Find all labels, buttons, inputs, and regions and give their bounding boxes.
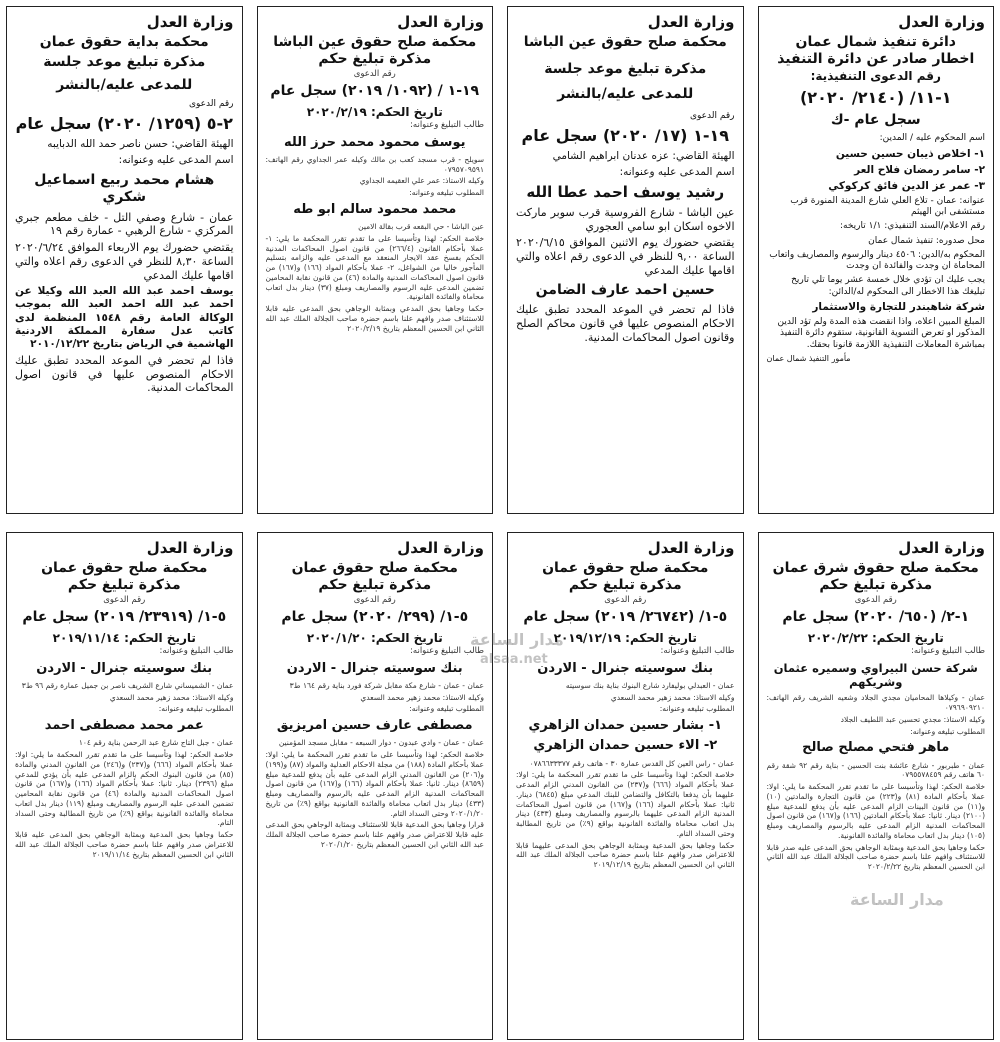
memo-title: مذكرة تبليغ حكم [318, 577, 432, 594]
notice-amman-judgment-299 [257, 532, 494, 1040]
memo-title: مذكرة تبليغ حكم [67, 577, 181, 594]
requester-name: يوسف محمود محمد حرز الله [284, 134, 466, 150]
notice-amman-judgment-23919 [6, 532, 243, 1040]
ministry-title: وزارة العدل [647, 539, 735, 557]
judge: الهيئة القاضي: عزه عدنان ابراهيم الشامي [552, 149, 735, 162]
attorney: وكيله الاستاذ: مجدي تحسين عبد اللطيف الجلاد [840, 714, 985, 724]
attorney: وكيله الاستاذ: محمد زهير محمد السعدي [109, 692, 234, 702]
judge: الهيئة القاضي: حسن ناصر حمد الله الدبايبه [47, 138, 234, 151]
debtor-3: ٣- عمر عز الدين فائق كركوكي [828, 179, 985, 192]
judgment-closing: حكما وجاهيا بحق المدعية وبمثابة الوجاهي بحق المدعى عليه قابلا للاعتراض صدر وافهم علنا باسم حضرة صاحب الجلالة الملك عبد الله الثاني ابن الحسين المعظم بتاريخ ٢٠١٩/١١/١٤ [15, 830, 234, 859]
requester-address: عمان - الشميساني شارع الشريف ناصر بن جميل عمارة رقم ٩٦ ط٣ [21, 680, 234, 690]
case-number: ١٩-١ (١٧/ ٢٠٢٠) سجل عام [521, 125, 729, 145]
case-number: ١-٢/ (٦٥٠/ ٢٠٢٠) سجل عام [782, 609, 970, 626]
notice-amman-first-instance-hearing [6, 6, 243, 514]
judgment-summary: خلاصة الحكم: لهذا وتأسيسا على ما تقدم تقرر المحكمة ما يلي: اولا: عملا بأحكام المادة (٨١) و(٢٢٣) من قانون التجارة والمادتين (١٠) و(١١) من قانون البينات الزام المدعى عليه بأن يدفع للمدعية مبلغ (٢١٠٠) دينار. ثانيا: عملا بأحكام المادتين (١٦٦) و(١٦٧) من قانون اصول المحاكمات المدنية الزام المدعى عليه بالرسوم والمصاريف ومبلغ (١٠٥) دينار بدل اتعاب محاماة والفائدة القانونية. [766, 782, 986, 840]
case-label: رقم الدعوى [604, 594, 647, 605]
court-name: محكمة صلح حقوق شرق عمان [772, 559, 979, 576]
case-label: رقم الدعوى [353, 68, 396, 79]
case-label: رقم الدعوى [353, 594, 396, 605]
court-name: محكمة صلح حقوق عمان [542, 559, 709, 576]
defendant-address: عين الباشا - شارع الفروسية قرب سوبر ماركت الاخوه اسكان ابو سامي العجوري [516, 205, 735, 233]
defendant-name: هشام محمد ربيع اسماعيل شكري [34, 171, 215, 206]
court-name: دائرة تنفيذ شمال عمان [795, 33, 956, 50]
warning-text: فاذا لم تحضر في الموعد المحدد تطبق عليك الاحكام المنصوص عليها في قانون اصول المحاكمات المدنية. [15, 353, 234, 395]
court-name: محكمة صلح حقوق عمان [291, 559, 458, 576]
respondent-name: عمر محمد مصطفى احمد [44, 718, 204, 733]
requester-address: عمان - العبدلي بوليفارد شارع البنوك بناية بنك سوسيته [565, 680, 735, 690]
defendant-label: اسم المدعى عليه وعنوانه: [619, 166, 735, 178]
plaintiff-details: يوسف احمد عبد الله العبد الله وكيلا عن احمد عبد الله احمد العبد الله بموجب الوكالة العامة رقم ١٥٤٨ المنظمة لدى كاتب عدل سفارة المملكة الاردنية الهاشمية في الرياض بتاريخ ٢٠١٠/١٢/٢٢ [15, 285, 234, 350]
requester-name: بنك سوسيته جنرال - الاردن [36, 660, 213, 676]
judgment-summary: خلاصة الحكم: لهذا وتأسيسا على ما تقدم تقرر المحكمة ما يلي: اولا: عملا بأحكام المواد (٦٦٦) و(٢٣٧) من القانون المدني الزام المدعى عليهما بأن يدفعا بالتكافل والتضامن للبنك المدعي مبلغ (٦٨٤٥) دينار. ثانيا: عملا بأحكام المواد (١٦٦) و(١٦٧) من قانون اصول المحاكمات المدنية الزام المدعى عليهما بالرسوم والمصاريف ومبلغ (٤٣٣) دينار بدل اتعاب محاماة والفائدة القانونية بواقع (٩٪) من تاريخ المطالبة وحتى السداد التام. [516, 770, 735, 838]
debtor-2: ٢- سامر رمضان فلاح العر [854, 163, 985, 176]
requester-name: شركة حسن البيراوي وسميره عثمان وشريكهم [773, 660, 978, 689]
defendant-label: اسم المدعى عليه وعنوانه: [118, 154, 234, 167]
plaintiff-name: حسين احمد عارف الضامن [535, 281, 715, 298]
judgment-summary: خلاصة الحكم: لهذا وتأسيسا على ما تقدم تقرر المحكمة ما يلي: ١- عملا بأحكام القانون (٢٦٦/٤) من قانون اصول المحاكمات المدنية الحكم بفسخ عقد الايجار المنعقد مع المدعى عليه والزامه بتسليم المأجور خاليا من الشواغل، ٢- عملا بأحكام المواد (١٦٦) و(١٦٧) من قانون اصول المحاكمات المدنية والمادة (٤٦) من قانون نقابة المحامين تضمين المدعى عليه الرسوم والمصاريف ومبلغ (٣٧) دينار بدل اتعاب محاماة والفائدة القانونية. [265, 233, 484, 302]
payment-deadline: يجب عليك ان تؤدي خلال خمسة عشر يوما تلي تاريخ تبليغك هذا الاخطار الى المحكوم له/الدائن: [791, 275, 985, 297]
memo-title: مذكرة تبليغ موعد جلسة للمدعى عليه/بالنشر [43, 54, 206, 93]
requester-label: طالب التبليغ وعنوانه: [911, 645, 985, 656]
judgment-date: تاريخ الحكم: ٢٠١٩/١١/١٤ [52, 630, 196, 645]
court-name: محكمة صلح حقوق عمان [41, 559, 208, 576]
case-label: رقم الدعوى [854, 594, 897, 605]
debt-amount: المحكوم به/الدين: ٤٥٠٦ دينار والرسوم والمصاريف واتعاب المحاماة ان وجدت والفائدة ان وجدت [769, 249, 985, 272]
notice-ain-basha-judgment [257, 6, 494, 514]
case-record: سجل عام -ك [830, 111, 921, 128]
ministry-title: وزارة العدل [898, 13, 985, 31]
respondent-label: المطلوب تبليغه وعنوانه: [158, 704, 234, 714]
respondent-label: المطلوب تبليغه وعنوانه: [409, 704, 484, 714]
creditor-name: شركة شاهبندر للتجارة والاستثمار [812, 300, 985, 313]
notice-ain-basha-hearing [507, 6, 744, 514]
respondent-address: عمان - جبل التاج شارع عبد الرحمن بناية رقم ١٠٤ [78, 738, 234, 748]
memo-title: مذكرة تبليغ موعد جلسة للمدعى عليه/بالنشر [544, 61, 707, 103]
signature: مأمور التنفيذ شمال عمان [766, 353, 851, 363]
judgment-closing: حكما وجاهيا بحق المدعية وبمثابة الوجاهي بحق المدعى عليه صدر قابلا للاستئناف وافهم علنا باسم حضرة صاحب الجلالة الملك عبد الله الثاني ابن الحسين المعظم بتاريخ ٢٠٢٠/٢/٢٢ [766, 842, 985, 871]
requester-label: طالب التبليغ وعنوانه: [660, 645, 735, 656]
court-name: محكمة بداية حقوق عمان [39, 33, 209, 50]
case-number: ١-١١/ (٢١٤٠/ ٢٠٢٠) [799, 87, 952, 107]
defendant-address: عمان - شارع وصفي التل - خلف مطعم جبري المركزي - شارع الرهبي - عمارة رقم ١٩ [15, 210, 234, 238]
judgment-summary: خلاصة الحكم: لهذا وتأسيسا على ما تقدم تقرر المحكمة ما يلي: اولا: عملا بأحكام المواد (٦٦٦) و(٢٣٧) و(٢٤٦) من القانون المدني والمادة (٨٥) من قانون البنوك الحكم بالزام المدعى عليه بأن يؤدي للمدعي مبلغ (٢٣٩٦) دينار. ثانيا: عملا بأحكام المواد (١٦٦) و(١٦٧) من قانون اصول المحاكمات المدنية والمادة (٤٦) من قانون نقابة المحامين تضمين المدعى عليه الرسوم والمصاريف ومبلغ (١١٩) دينار بدل اتعاب محاماة والفائدة القانونية بواقع (٩٪) من تاريخ المطالبة وحتى السداد التام. [15, 750, 234, 828]
memo-title: مذكرة تبليغ حكم [318, 51, 432, 68]
ministry-title: وزارة العدل [397, 13, 484, 31]
deed-origin: محل صدوره: تنفيذ شمال عمان [868, 235, 985, 246]
ministry-title: وزارة العدل [146, 13, 234, 31]
judgment-closing: حكما وجاهيا بحق المدعي وبمثابة الوجاهي بحق المدعى عليه قابلا للاستئناف صدر وافهم علنا باسم حضرة صاحب الجلالة الملك عبد الله الثاني ابن الحسين المعظم بتاريخ ٢٠٢٠/٢/١٩ [265, 304, 484, 333]
respondent-label: المطلوب تبليغه وعنوانه: [659, 704, 735, 714]
debtor-1: ١- اخلاص ذيبان حسين حسين [835, 147, 985, 160]
attorney: وكيله الاستاذ: محمد زهير محمد السعدي [610, 692, 735, 702]
ministry-title: وزارة العدل [898, 539, 985, 557]
case-number: ٥-١/ (٢٣٩١٩/ ٢٠١٩) سجل عام [22, 609, 227, 626]
case-number: ٥-١/ (٢٦٧٤٢/ ٢٠١٩) سجل عام [523, 609, 728, 626]
judgment-closing: قرارا وجاهيا بحق المدعية قابلا للاستئناف وبمثابة الوجاهي بحق المدعى عليه قابلا للاعتراض صدر وافهم علنا باسم حضرة صاحب الجلالة الملك عبد الله الثاني ابن الحسين المعظم بتاريخ ٢٠٢٠/١/٢٠ [265, 820, 484, 849]
debtor-label: اسم المحكوم عليه / المدين: [879, 133, 985, 144]
respondent-address: عين الباشا - حي البقعه قرب بقالة الامين [358, 222, 484, 231]
ministry-title: وزارة العدل [647, 13, 735, 31]
requester-label: طالب التبليغ وعنوانه: [159, 645, 234, 656]
requester-address: عمان - وكيلاها المحاميان مجدي الجلاد وشعيه الشريف رقم الهاتف: ٠٧٩٦٩٠٩٢١٠ [766, 693, 985, 712]
respondent-address: عمان - عمان - وادي عبدون - دوار السبعه - مقابل مسجد المؤمنين [278, 738, 484, 748]
judgment-date: تاريخ الحكم: ٢٠٢٠/٢/٢٢ [807, 630, 944, 645]
respondent-label: المطلوب تبليغه وعنوانه: [409, 188, 484, 197]
memo-title: مذكرة تبليغ حكم [819, 577, 933, 594]
requester-name: بنك سوسيته جنرال - الاردن [286, 660, 463, 676]
requester-name: بنك سوسيته جنرال - الاردن [537, 660, 714, 676]
watermark: مدار الساعة [850, 890, 944, 909]
court-name: محكمة صلح حقوق عين الباشا [523, 33, 727, 50]
case-number: ١٩-١ / (١٠٩٢/ ٢٠١٩) سجل عام [270, 83, 480, 100]
respondent-address: عمان - طبربور - شارع عائشة بنت الحسين - بناية رقم ٩٢ شقة رقم ٦٠ هاتف رقم ٠٧٩٥٥٧٨٤٥٩ [766, 760, 985, 780]
respondent-name: محمد محمود سالم ابو طه [293, 201, 457, 217]
attorney: وكيله الاستاذ: محمد زهير محمد السعدي [360, 692, 484, 702]
respondent-address: عمان - راس العين كل القدس عمارة ٣٠ - هاتف رقم ٠٧٨٦٦٣٣٣٧٧ [529, 758, 735, 768]
watermark: مدار الساعة [470, 630, 564, 649]
warning-text: فاذا لم تحضر في الموعد المحدد تطبق عليك الاحكام المنصوص عليها في قانون محاكم الصلح وقانون اصول المحاكمات المدنية. [516, 303, 735, 344]
requester-label: طالب التبليغ وعنوانه: [410, 645, 484, 656]
deed-number: رقم الاعلام/السند التنفيذي: ١/١ تاريخه: [840, 221, 985, 232]
court-name: محكمة صلح حقوق عين الباشا [273, 33, 477, 50]
ministry-title: وزارة العدل [146, 539, 234, 557]
memo-title: مذكرة تبليغ حكم [568, 577, 682, 594]
requester-label: طالب التبليغ وعنوانه: [410, 119, 484, 130]
defendant-name: رشيد يوسف احمد عطا الله [526, 183, 725, 202]
hearing-date: يقتضي حضورك يوم الاربعاء الموافق ٢٠٢٠/٦/٢٤ الساعة ٨,٣٠ للنظر في الدعوى رقم اعلاه والتي اقامها عليك المدعي [15, 241, 234, 282]
case-label: رقم الدعوى التنفيذية: [810, 68, 941, 83]
notice-east-amman-judgment [758, 532, 995, 1040]
notice-north-amman-execution [758, 6, 995, 514]
respondent-name-2: ٢- الاء حسين حمدان الزاهري [533, 738, 718, 754]
respondent-name: ماهر فتحي مصلح صالح [802, 740, 950, 756]
hearing-date: يقتضي حضورك يوم الاثنين الموافق ٢٠٢٠/٦/١٥ الساعة ٩,٠٠ للنظر في الدعوى رقم اعلاه والتي اقامها عليك المدعي [516, 236, 735, 277]
respondent-label: المطلوب تبليغه وعنوانه: [910, 726, 985, 736]
requester-address: عمان - عمان - شارع مكة مقابل شركة فورد بناية رقم ١٦٤ ط٣ [289, 680, 484, 690]
notice-subtitle: اخطار صادر عن دائرة التنفيذ [777, 51, 975, 68]
ministry-title: وزارة العدل [397, 539, 484, 557]
case-number: ٢-٥ (١٢٥٩/ ٢٠٢٠) سجل عام [15, 114, 233, 134]
attorney: وكيله الاستاذ: عمر علي العقيمه الجداوي [359, 176, 484, 186]
judgment-date: تاريخ الحكم: ٢٠٢٠/١/٢٠ [306, 630, 443, 645]
requester-address: سويلح - قرب مسجد كعب بن مالك وكيله عمر الجداوي رقم الهاتف: ٠٧٩٥٧٠٩٥٩١ [265, 154, 484, 174]
case-label: رقم الدعوى [103, 594, 146, 605]
case-number: ٥-١/ (٢٩٩/ ٢٠٢٠) سجل عام [281, 609, 469, 626]
watermark: alsaa.net [480, 652, 548, 667]
case-label: رقم الدعوى [689, 110, 735, 121]
respondent-name: مصطفى عارف حسين امريزيق [276, 718, 473, 733]
case-label: رقم الدعوى [188, 99, 234, 110]
respondent-name-1: ١- بشار حسين حمدان الزاهري [528, 718, 723, 733]
warning-text: المبلغ المبين اعلاه، واذا انقضت هذه المدة ولم تؤد الدين المذكور او تعرض التسوية القانونية، ستقوم دائرة التنفيذ بمباشرة المعاملات التنفيذية اللازمة قانونا بحقك. [777, 317, 985, 350]
judgment-date: تاريخ الحكم: ٢٠٢٠/٢/١٩ [306, 104, 443, 119]
judgment-closing: حكما وجاهيا بحق المدعية وبمثابة الوجاهي بحق المدعى عليهما قابلا للاعتراض صدر وافهم علنا باسم حضرة صاحب الجلالة الملك عبد الله الثاني ابن الحسين المعظم بتاريخ ٢٠١٩/١٢/١٩ [516, 840, 735, 869]
debtor-address: عنوانه: عمان - تلاع العلي شارع المدينة المنورة قرب مستشفى ابن الهيثم [790, 195, 985, 218]
judgment-summary: خلاصة الحكم: لهذا وتأسيسا على ما تقدم تقرر المحكمة ما يلي: اولا: عملا بأحكام المادة (١٨٨) من مجلة الاحكام العدلية والمواد (٨٧) و(١٩٩) و(٢٠٦) من القانون المدني الزام المدعى عليه بأن يدفع للمدعية مبلغ (٨٦٥٩) دينار. ثانيا: عملا بأحكام المواد (١٦٦) و(١٦٧) من قانون اصول المحاكمات المدنية الزام المدعى عليه بالرسوم والمصاريف ومبلغ (٤٣٣) دينار بدل اتعاب محاماة والفائدة القانونية بواقع (٩٪) من تاريخ ٢٠٢٠/١/٢٠ وحتى السداد التام. [265, 750, 485, 818]
notice-amman-judgment-26742 [507, 532, 744, 1040]
judgment-date: تاريخ الحكم: ٢٠١٩/١٢/١٩ [553, 630, 697, 645]
